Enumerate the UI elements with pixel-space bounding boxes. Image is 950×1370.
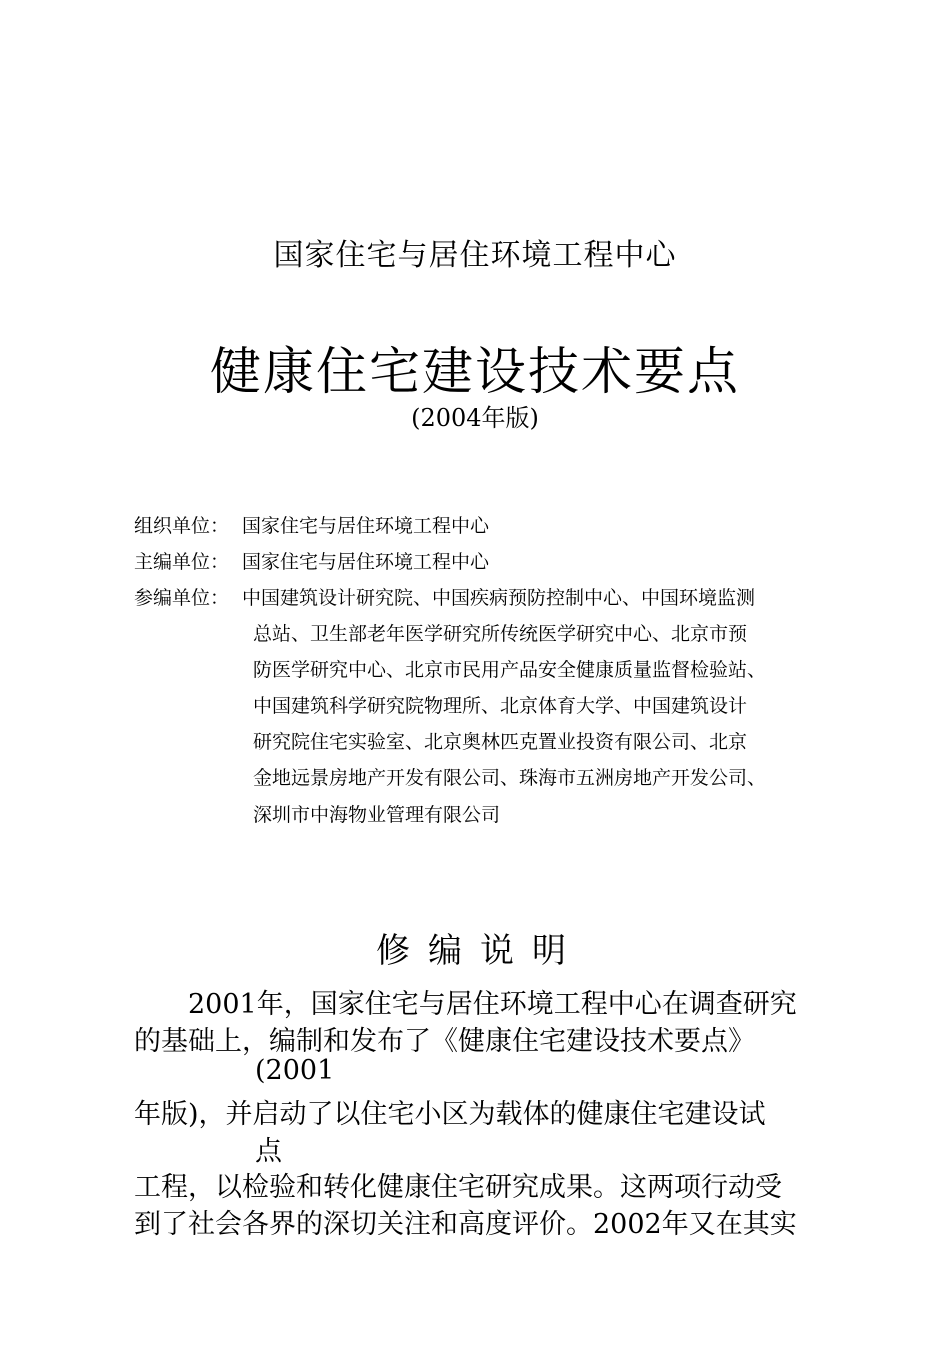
participants-line: 金地远景房地产开发有限公司、珠海市五洲房地产开发公司、 — [253, 767, 767, 789]
chief-editor-label: 主编单位： — [134, 551, 230, 573]
body-line: 的基础上，编制和发布了《健康住宅建设技术要点》 — [134, 1026, 755, 1057]
body-line: 到了社会各界的深切关注和高度评价。2002年又在其实 — [134, 1209, 797, 1240]
participants-row — [134, 583, 755, 610]
participants-line: 研究院住宅实验室、北京奥林匹克置业投资有限公司、北京 — [253, 731, 748, 753]
body-line: 2001年，国家住宅与居住环境工程中心在调查研究 — [188, 989, 797, 1020]
body-line: 点 — [255, 1136, 282, 1167]
participants-line: 中国建筑设计研究院、中国疾病预防控制中心、中国环境监测 — [242, 587, 756, 609]
organizer-row — [134, 511, 489, 538]
organizer-label: 组织单位： — [134, 515, 230, 537]
participants-line: 防医学研究中心、北京市民用产品安全健康质量监督检验站、 — [253, 659, 767, 681]
chief-editor-value: 国家住宅与居住环境工程中心 — [242, 551, 490, 573]
document-title: 健康住宅建设技术要点 — [209, 343, 740, 402]
participants-line: 深圳市中海物业管理有限公司 — [253, 804, 501, 826]
organizer-value: 国家住宅与居住环境工程中心 — [242, 515, 490, 537]
body-line: 年版)，并启动了以住宅小区为载体的健康住宅建设试 — [134, 1099, 766, 1130]
chief-editor-row — [134, 547, 489, 574]
participants-label: 参编单位： — [134, 587, 230, 609]
section-heading: 修编说明 — [376, 931, 584, 971]
participants-line: 中国建筑科学研究院物理所、北京体育大学、中国建筑设计 — [253, 695, 748, 717]
organization-header: 国家住宅与居住环境工程中心 — [273, 238, 677, 273]
document-edition: (2004年版) — [411, 404, 539, 432]
body-line: (2001 — [255, 1055, 335, 1086]
body-line: 工程，以检验和转化健康住宅研究成果。这两项行动受 — [134, 1172, 782, 1203]
participants-line: 总站、卫生部老年医学研究所传统医学研究中心、北京市预 — [253, 623, 748, 645]
